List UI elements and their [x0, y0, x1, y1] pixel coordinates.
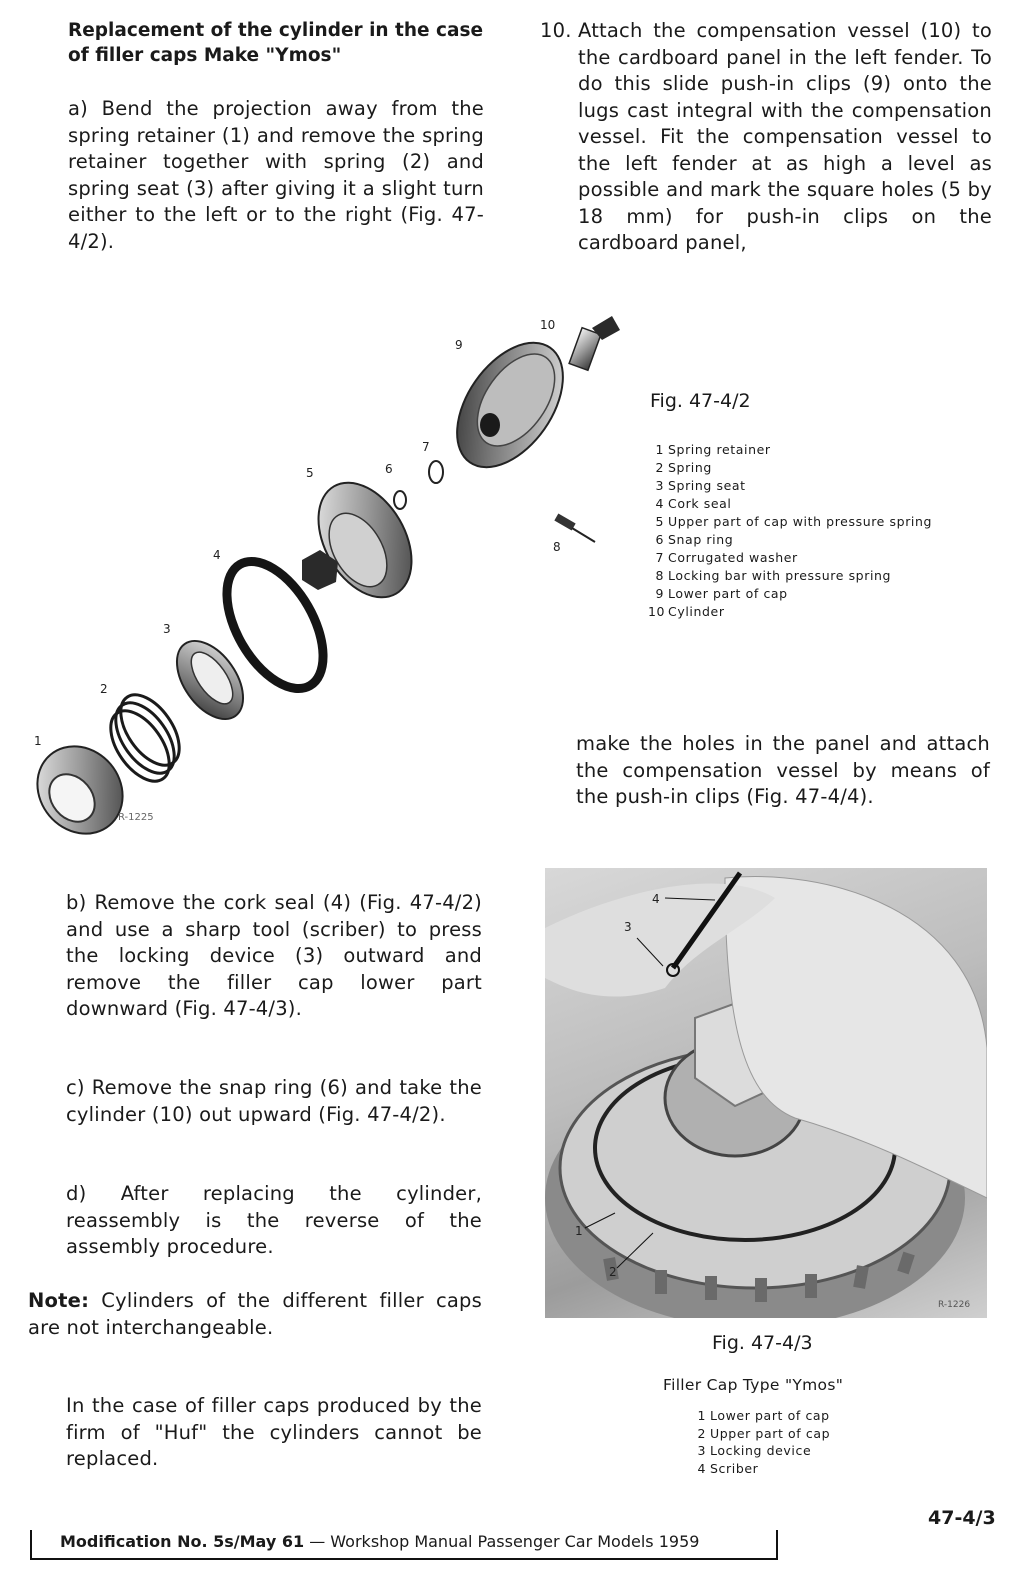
- callout-5: 5: [306, 466, 314, 480]
- legend-item: 10 Cylinder: [648, 604, 725, 619]
- legend-item: 2 Upper part of cap: [697, 1425, 831, 1441]
- figure-1-caption: Fig. 47-4/2: [650, 390, 751, 412]
- figure-2-caption: Fig. 47-4/3: [712, 1332, 813, 1354]
- footer: [30, 1530, 778, 1560]
- page-number: 47-4/3: [928, 1507, 996, 1529]
- legend-item: 1 Spring retainer: [655, 442, 771, 457]
- part-5-upper-cap: [299, 466, 430, 613]
- exploded-view-illustration: [20, 300, 640, 840]
- photo-callout-1: 1: [575, 1224, 583, 1238]
- photo-callout-3: 3: [624, 920, 632, 934]
- legend-item: 4 Scriber: [697, 1460, 759, 1476]
- callout-7: 7: [422, 440, 430, 454]
- legend-item: 6 Snap ring: [655, 532, 734, 547]
- part-6-snap-ring: [394, 491, 406, 509]
- footer-dash: —: [309, 1532, 326, 1551]
- filler-cap-photo-drawing: [545, 868, 987, 1318]
- step-c-text: c) Remove the snap ring (6) and take the cylinder (10) out upward (Fig. 47-4/2).: [66, 1076, 482, 1126]
- figure-1-ref: R-1225: [118, 812, 154, 823]
- note-text: Cylinders of the different filler caps are not interchangeable.: [28, 1289, 482, 1339]
- legend-item: 7 Corrugated washer: [655, 550, 798, 565]
- legend-item: 5 Upper part of cap with pressure spring: [655, 514, 933, 529]
- legend-item: 4 Cork seal: [655, 496, 732, 511]
- callout-10: 10: [540, 318, 556, 332]
- photo-callout-2: 2: [609, 1265, 617, 1279]
- step-b-text: b) Remove the cork seal (4) (Fig. 47-4/2) and use a sharp tool (scriber) to press the locking device (3) outward and remove the filler cap lower part downward (Fig. 47-4/3).: [66, 891, 482, 1020]
- step-10-continuation: make the holes in the panel and attach the compensation vessel by means of the push-in clips (Fig. 47-4/4).: [576, 732, 990, 808]
- photo-callout-4: 4: [652, 892, 660, 906]
- legend-item: 3 Spring seat: [655, 478, 746, 493]
- footer-modification: Modification No. 5s/May 61: [60, 1532, 305, 1551]
- legend-item: 9 Lower part of cap: [655, 586, 788, 601]
- callout-4: 4: [213, 548, 221, 562]
- legend-item: 8 Locking bar with pressure spring: [655, 568, 892, 583]
- callout-6: 6: [385, 462, 393, 476]
- part-8-locking-bar: [554, 514, 595, 542]
- note-label: Note:: [28, 1289, 90, 1312]
- step-10-number: 10.: [540, 19, 572, 42]
- filler-cap-exploded-drawing: [20, 300, 640, 840]
- filler-cap-photo: [545, 868, 987, 1318]
- part-7-corrugated-washer: [429, 461, 443, 483]
- huf-text: In the case of filler caps produced by the firm of "Huf" the cylinders cannot be replaced.: [66, 1394, 482, 1470]
- legend-item: 3 Locking device: [697, 1443, 812, 1458]
- step-10-text: Attach the compensation vessel (10) to the cardboard panel in the left fender. To do this slide push-in clips (9) onto the lugs cast integral with the compensation vessel. Fit the compensation vessel to the left fender at as high a level as possible and mark the square holes (5 by 18 mm) for push-in clips on the cardboard panel,: [578, 19, 992, 254]
- figure-2-ref: R-1226: [938, 1300, 971, 1310]
- figure-2-legend: [690, 1407, 830, 1477]
- figure-2-subtitle: Filler Cap Type "Ymos": [663, 1376, 844, 1394]
- note-block: [28, 1288, 482, 1341]
- step-d-text: d) After replacing the cylinder, reassembly is the reverse of the assembly procedure.: [66, 1182, 482, 1258]
- callout-9: 9: [455, 338, 463, 352]
- callout-3: 3: [163, 622, 171, 636]
- callout-1: 1: [34, 734, 42, 748]
- legend-item: 2 Spring: [655, 460, 712, 475]
- footer-manual-title: Workshop Manual Passenger Car Models 1959: [330, 1532, 700, 1551]
- callout-8: 8: [553, 540, 561, 554]
- section-heading: Replacement of the cylinder in the case of filler caps Make "Ymos": [68, 20, 484, 66]
- part-10-cylinder: [569, 316, 620, 370]
- legend-item: 1 Lower part of cap: [697, 1408, 830, 1423]
- callout-2: 2: [100, 682, 108, 696]
- figure-1-legend: [648, 441, 932, 621]
- step-a-text: a) Bend the projection away from the spring retainer (1) and remove the spring retainer together with spring (2) and spring seat (3) after giving it a slight turn either to the left or to the right (Fig. 47-4/2).: [68, 97, 484, 253]
